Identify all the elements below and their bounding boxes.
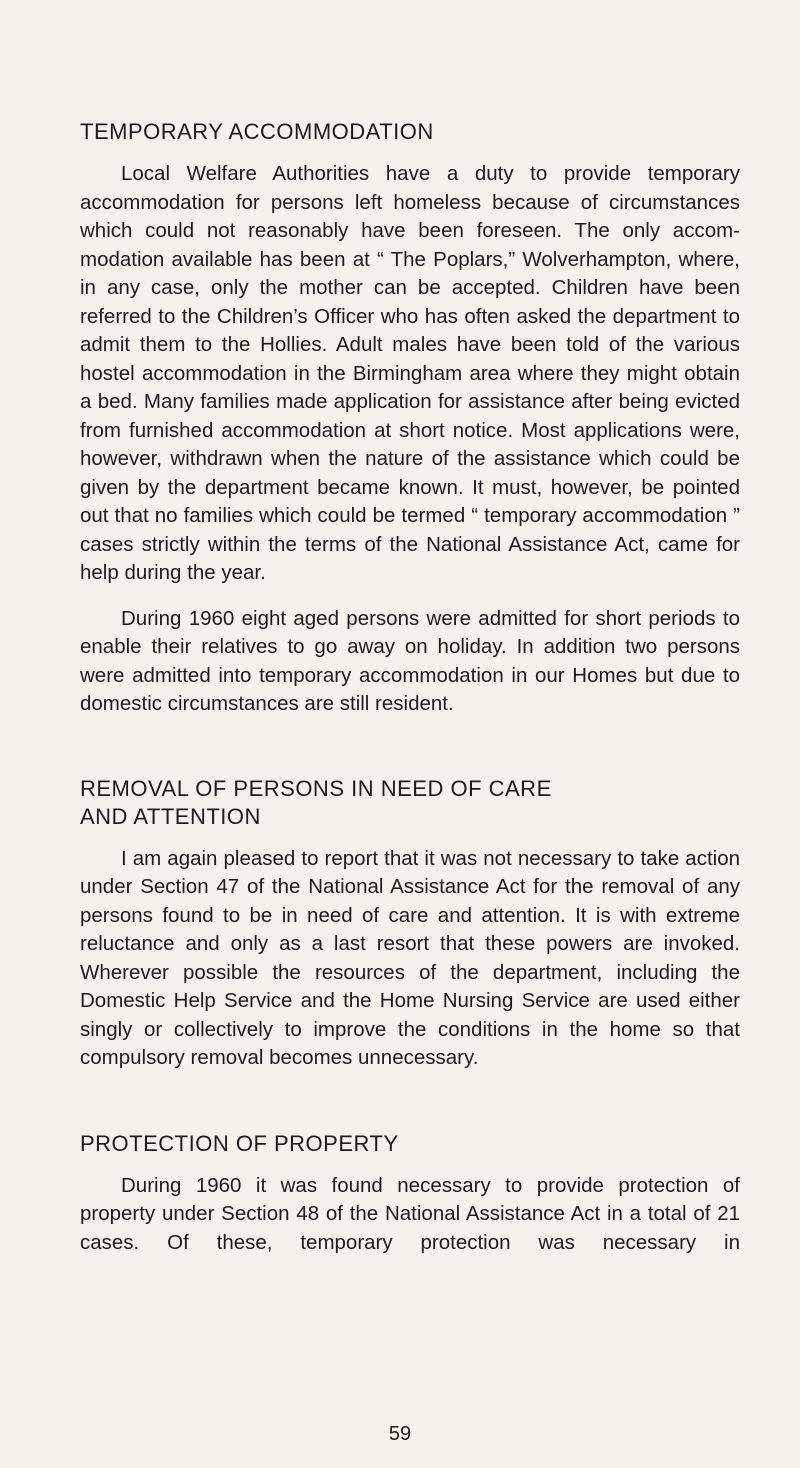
paragraph: During 1960 eight aged persons were admitted for short periods to enable their relatives to go away on holiday. In addition two persons were admitted into temporary accommodation in our Homes but due to domestic circumstances are still resident. [80,606,740,715]
section-protection-of-property [80,1130,740,1258]
document-page [80,118,740,1257]
section-heading: TEMPORARY ACCOMMODATION [80,119,434,144]
section-heading-line-2: AND ATTENTION [80,803,261,829]
section-heading: PROTECTION OF PROPERTY [80,1130,399,1156]
paragraph: I am again pleased to report that it was not necessary to take action under Section 47 of the National Assistance Act for the removal of any persons found to be in need of care and attention. It is with extreme reluctance and only as a last resort that these powers are invoked. Wherever possible the resources of the department, including the Domestic Help Service and the Home Nursing Service are used either singly or collectively to improve the conditions in the home so that compulsory removal becomes unnecessary. [80,846,740,1069]
section-temporary-accommodation [80,118,740,719]
section-removal-of-persons [80,775,740,1073]
paragraph: During 1960 it was found necessary to provide protection of property under Section 48 of the National Assistance Act in a total of 21 cases. Of these, temporary protection was necessary in [80,1173,740,1254]
section-heading [80,775,740,831]
paragraph: Local Welfare Authorities have a duty to provide temporary accommodation for persons left homeless because of circumstances which could not reasonably have been foreseen. The only accommodation available has been at “ The Poplars,” Wolverhampton, where, in any case, only the mother can be accepted. Children have been referred to the Children’s Officer who has often asked the department to admit them to the Hollies. Adult males have been told of the various hostel accommodation in the Birmingham area where they might obtain a bed. Many families made application for assistance after being evicted from furnished accommodation at short notice. Most applications were, however, withdrawn when the nature of the assistance which could be given by the department became known. It must, however, be pointed out that no families which could be termed “ temporary accommodation ” cases strictly within the terms of the National Assistance Act, came for help during the year. [80,162,740,584]
section-heading-line-1: REMOVAL OF PERSONS IN NEED OF CARE [80,775,552,801]
page-number: 59 [388,1423,412,1445]
